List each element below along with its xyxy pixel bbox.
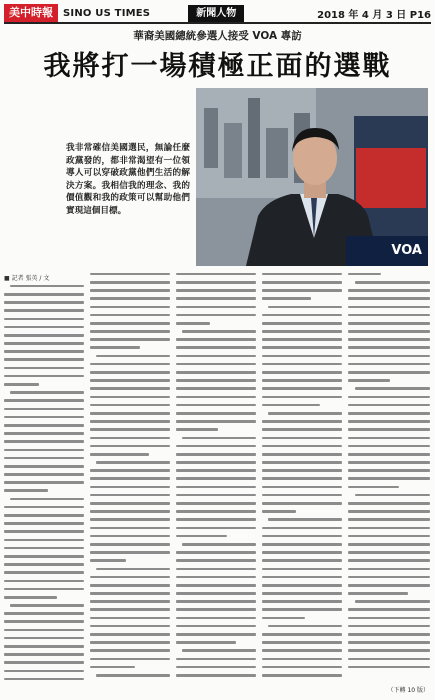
- body-text-line: [4, 552, 84, 560]
- body-text-line: [176, 336, 256, 344]
- newspaper-name: SINO US TIMES: [63, 7, 151, 19]
- body-text-line: [262, 499, 342, 507]
- body-text-line: [262, 303, 342, 311]
- body-text-line: [262, 426, 342, 434]
- body-text-line: [90, 311, 170, 319]
- body-text-line: [348, 327, 430, 335]
- body-text-line: [4, 618, 84, 626]
- body-text-line: [262, 475, 342, 483]
- body-text-line: [4, 339, 84, 347]
- body-text-line: [262, 532, 342, 540]
- body-text-line: [262, 663, 342, 671]
- body-text-line: [176, 598, 256, 606]
- body-text-line: [176, 499, 256, 507]
- masthead: [4, 4, 431, 24]
- body-text-line: [348, 344, 430, 352]
- body-text-line: [90, 532, 170, 540]
- body-text-line: [90, 655, 170, 663]
- body-text-line: [90, 393, 170, 401]
- body-text-line: [90, 458, 170, 466]
- body-text-line: [262, 467, 342, 475]
- body-text-line: [4, 519, 84, 527]
- body-text-line: [348, 581, 430, 589]
- body-text-line: [348, 336, 430, 344]
- body-text-line: [262, 606, 342, 614]
- body-text-line: [262, 507, 342, 515]
- body-text-line: [262, 393, 342, 401]
- body-text-line: [4, 405, 84, 413]
- body-text-line: [4, 380, 84, 388]
- body-text-line: [176, 442, 256, 450]
- body-text-line: [90, 270, 170, 278]
- body-text-line: [4, 610, 84, 618]
- body-text-line: [348, 409, 430, 417]
- body-text-line: [4, 511, 84, 519]
- body-text-line: [90, 524, 170, 532]
- body-text-line: [4, 454, 84, 462]
- body-text-line: [262, 286, 342, 294]
- body-text-line: [348, 630, 430, 638]
- body-text-line: [176, 606, 256, 614]
- body-text-line: [4, 528, 84, 536]
- body-text-line: [4, 675, 84, 683]
- body-text-line: [348, 303, 430, 311]
- body-text-line: [176, 319, 256, 327]
- body-text-line: [176, 270, 256, 278]
- body-text-line: [90, 540, 170, 548]
- body-text-line: [262, 565, 342, 573]
- body-text-line: [348, 270, 430, 278]
- body-text-line: [348, 565, 430, 573]
- newspaper-logo: 美中時報: [4, 4, 58, 22]
- body-text-line: [262, 458, 342, 466]
- body-text-line: [176, 647, 256, 655]
- body-text-line: [176, 573, 256, 581]
- body-text-line: [4, 650, 84, 658]
- body-text-line: [4, 601, 84, 609]
- body-text-line: [262, 442, 342, 450]
- body-text-line: [348, 417, 430, 425]
- body-text-line: [262, 344, 342, 352]
- pull-quote: 我非常確信美國選民，無論任麼政黨發的，都非常渴望有一位領導人可以穿破政黨他們生活的解決方案。我相信我的理念、我的價值觀和我的政策可以幫助他們實現這個目標。: [66, 143, 190, 216]
- body-text-line: [90, 548, 170, 556]
- body-text-line: [4, 593, 84, 601]
- body-column-5: [348, 270, 430, 676]
- body-text-line: [90, 573, 170, 581]
- body-text-line: [348, 475, 430, 483]
- body-text-line: [4, 364, 84, 372]
- body-text-line: [90, 336, 170, 344]
- body-text-line: [176, 557, 256, 565]
- body-text-line: [262, 655, 342, 663]
- body-text-line: [90, 499, 170, 507]
- body-text-line: [348, 638, 430, 646]
- body-text-line: [176, 589, 256, 597]
- body-text-line: [262, 491, 342, 499]
- body-text-line: [176, 409, 256, 417]
- body-text-line: [348, 622, 430, 630]
- body-text-line: [90, 401, 170, 409]
- body-text-line: [90, 327, 170, 335]
- body-text-line: [176, 532, 256, 540]
- body-text-line: [4, 315, 84, 323]
- body-text-line: [90, 344, 170, 352]
- body-text-line: [90, 368, 170, 376]
- body-text-line: [90, 483, 170, 491]
- body-text-line: [176, 311, 256, 319]
- body-text-line: [262, 581, 342, 589]
- body-text-line: [348, 483, 430, 491]
- body-text-line: [262, 622, 342, 630]
- body-text-line: [262, 450, 342, 458]
- body-text-line: [4, 503, 84, 511]
- body-text-line: [262, 352, 342, 360]
- body-text-line: [176, 458, 256, 466]
- body-text-line: [90, 434, 170, 442]
- body-text-line: [90, 581, 170, 589]
- body-text-line: [4, 413, 84, 421]
- body-text-line: [176, 491, 256, 499]
- body-text-line: [262, 557, 342, 565]
- body-text-line: [348, 573, 430, 581]
- body-text-line: [90, 303, 170, 311]
- body-text-line: [348, 458, 430, 466]
- body-text-line: [176, 385, 256, 393]
- body-text-line: [4, 307, 84, 315]
- body-text-line: [262, 270, 342, 278]
- body-text-line: [176, 507, 256, 515]
- body-text-line: [176, 286, 256, 294]
- body-text-line: [90, 630, 170, 638]
- body-text-line: [4, 585, 84, 593]
- body-text-line: [348, 295, 430, 303]
- body-text-line: [4, 626, 84, 634]
- body-text-line: [262, 434, 342, 442]
- body-text-line: [262, 614, 342, 622]
- body-text-line: [262, 548, 342, 556]
- body-text-line: [348, 352, 430, 360]
- body-text-line: [176, 540, 256, 548]
- body-text-line: [348, 393, 430, 401]
- body-text-line: [262, 376, 342, 384]
- body-text-line: [90, 606, 170, 614]
- body-text-line: [176, 434, 256, 442]
- body-text-line: [176, 638, 256, 646]
- body-text-line: [90, 507, 170, 515]
- body-text-line: [262, 630, 342, 638]
- body-text-line: [90, 671, 170, 679]
- body-text-line: [4, 388, 84, 396]
- body-text-line: [348, 360, 430, 368]
- body-text-line: [176, 393, 256, 401]
- body-text-line: [176, 524, 256, 532]
- body-text-line: [348, 401, 430, 409]
- byline: ■ 記者 張英 / 文: [4, 275, 50, 282]
- body-text-line: [176, 671, 256, 679]
- body-text-line: [4, 479, 84, 487]
- body-text-line: [176, 401, 256, 409]
- body-text-line: [4, 348, 84, 356]
- body-text-line: [176, 278, 256, 286]
- body-text-line: [176, 303, 256, 311]
- body-text-line: [348, 467, 430, 475]
- body-text-line: [90, 647, 170, 655]
- body-text-line: [176, 630, 256, 638]
- body-text-line: [4, 438, 84, 446]
- body-text-line: [348, 606, 430, 614]
- body-text-line: [4, 298, 84, 306]
- body-text-line: [4, 659, 84, 667]
- body-text-line: [348, 548, 430, 556]
- body-text-line: [4, 462, 84, 470]
- body-text-line: [90, 491, 170, 499]
- body-text-line: [348, 442, 430, 450]
- body-text-line: [90, 598, 170, 606]
- body-text-line: [90, 385, 170, 393]
- body-text-line: [348, 311, 430, 319]
- body-text-line: [348, 368, 430, 376]
- body-text-line: [176, 483, 256, 491]
- body-text-line: [176, 475, 256, 483]
- body-text-line: [4, 470, 84, 478]
- body-text-line: [176, 565, 256, 573]
- body-text-line: [262, 360, 342, 368]
- section-tag: 新聞人物: [188, 5, 244, 22]
- body-text-line: [90, 565, 170, 573]
- body-text-line: [348, 614, 430, 622]
- body-text-line: [176, 352, 256, 360]
- body-text-line: [4, 397, 84, 405]
- body-text-line: [90, 467, 170, 475]
- continued-note: （下轉 10 版）: [387, 687, 429, 694]
- body-text-line: [176, 581, 256, 589]
- body-text-line: [348, 319, 430, 327]
- body-text-line: [90, 426, 170, 434]
- body-text-line: [176, 622, 256, 630]
- body-text-line: [90, 376, 170, 384]
- body-text-line: [4, 536, 84, 544]
- body-text-line: [4, 642, 84, 650]
- body-text-line: [176, 360, 256, 368]
- body-text-line: [262, 295, 342, 303]
- body-text-line: [4, 560, 84, 568]
- body-text-line: [176, 450, 256, 458]
- body-text-line: [90, 663, 170, 671]
- body-text-line: [90, 622, 170, 630]
- body-text-line: [348, 376, 430, 384]
- body-text-line: [4, 634, 84, 642]
- body-text-line: [176, 368, 256, 376]
- body-text-line: [348, 655, 430, 663]
- body-text-line: [4, 446, 84, 454]
- body-text-line: [4, 323, 84, 331]
- body-text-line: [348, 450, 430, 458]
- body-text-line: [262, 336, 342, 344]
- article-headline: 我將打一場積極正面的選戰: [43, 51, 392, 82]
- body-text-line: [176, 516, 256, 524]
- body-text-line: [90, 295, 170, 303]
- body-text-line: [90, 475, 170, 483]
- body-text-line: [4, 429, 84, 437]
- interview-photo: [196, 88, 428, 266]
- body-text-line: [176, 376, 256, 384]
- man-in-suit-icon: [196, 88, 428, 266]
- voa-logo: VOA: [391, 243, 422, 258]
- body-text-line: [4, 544, 84, 552]
- body-text-line: [176, 548, 256, 556]
- body-text-line: [262, 516, 342, 524]
- body-text-line: [4, 372, 84, 380]
- body-text-line: [262, 573, 342, 581]
- body-column-2: [90, 270, 170, 686]
- body-text-line: [348, 647, 430, 655]
- body-text-line: [348, 434, 430, 442]
- body-text-line: [262, 647, 342, 655]
- body-text-line: [348, 507, 430, 515]
- body-text-line: [176, 614, 256, 622]
- body-text-line: [4, 282, 84, 290]
- body-text-line: [262, 417, 342, 425]
- body-text-line: [4, 290, 84, 298]
- body-text-line: [176, 295, 256, 303]
- body-text-line: [262, 483, 342, 491]
- body-text-line: [176, 467, 256, 475]
- body-column-1: [4, 282, 84, 686]
- body-text-line: [348, 499, 430, 507]
- body-text-line: [348, 278, 430, 286]
- body-text-line: [4, 495, 84, 503]
- body-text-line: [176, 663, 256, 671]
- body-text-line: [90, 450, 170, 458]
- body-text-line: [262, 311, 342, 319]
- body-text-line: [348, 524, 430, 532]
- body-text-line: [4, 667, 84, 675]
- body-column-4: [262, 270, 342, 686]
- body-text-line: [348, 286, 430, 294]
- body-text-line: [348, 385, 430, 393]
- body-text-line: [348, 663, 430, 671]
- body-text-line: [262, 409, 342, 417]
- body-text-line: [262, 589, 342, 597]
- body-text-line: [348, 598, 430, 606]
- body-text-line: [262, 598, 342, 606]
- body-text-line: [90, 409, 170, 417]
- body-text-line: [348, 589, 430, 597]
- body-text-line: [4, 569, 84, 577]
- body-text-line: [90, 319, 170, 327]
- body-text-line: [348, 426, 430, 434]
- body-text-line: [262, 319, 342, 327]
- body-text-line: [262, 385, 342, 393]
- body-text-line: [262, 638, 342, 646]
- body-text-line: [90, 557, 170, 565]
- body-text-line: [262, 524, 342, 532]
- date-and-page: 2018 年 4 月 3 日 P16: [317, 9, 431, 21]
- body-text-line: [4, 421, 84, 429]
- body-text-line: [90, 352, 170, 360]
- body-text-line: [262, 278, 342, 286]
- body-text-line: [90, 417, 170, 425]
- body-text-line: [90, 589, 170, 597]
- body-text-line: [90, 614, 170, 622]
- body-text-line: [90, 638, 170, 646]
- body-text-line: [262, 671, 342, 679]
- article-kicker: 華裔美國總統參選人接受 VOA 專訪: [133, 30, 302, 42]
- body-text-line: [176, 327, 256, 335]
- body-text-line: [176, 417, 256, 425]
- body-text-line: [348, 491, 430, 499]
- body-column-3: [176, 270, 256, 686]
- body-text-line: [348, 532, 430, 540]
- body-text-line: [348, 540, 430, 548]
- body-text-line: [90, 516, 170, 524]
- body-text-line: [90, 278, 170, 286]
- body-text-line: [176, 426, 256, 434]
- body-text-line: [262, 368, 342, 376]
- body-text-line: [262, 327, 342, 335]
- body-text-line: [4, 331, 84, 339]
- body-text-line: [176, 655, 256, 663]
- body-text-line: [176, 344, 256, 352]
- body-text-line: [348, 557, 430, 565]
- body-text-line: [90, 360, 170, 368]
- body-text-line: [348, 516, 430, 524]
- body-text-line: [4, 356, 84, 364]
- body-text-line: [262, 401, 342, 409]
- body-text-line: [4, 487, 84, 495]
- body-text-line: [90, 286, 170, 294]
- body-text-line: [90, 442, 170, 450]
- body-text-line: [262, 540, 342, 548]
- body-text-line: [4, 577, 84, 585]
